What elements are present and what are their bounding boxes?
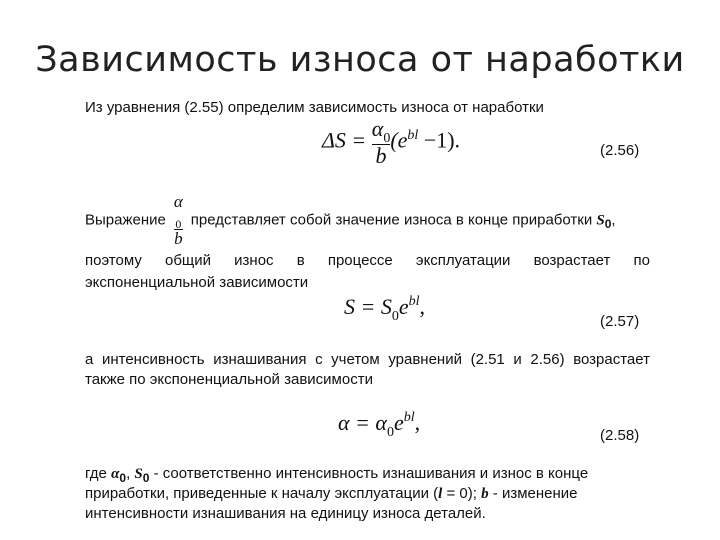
eq56-numerator: α bbox=[371, 116, 384, 141]
equation-2-57 bbox=[344, 294, 426, 324]
eq56-exponent: bl bbox=[407, 127, 419, 143]
eq58-e: e bbox=[393, 410, 404, 435]
equation-number-2-57: (2.57) bbox=[600, 313, 640, 330]
p2-comma: , bbox=[611, 211, 616, 229]
eq57-e: e bbox=[398, 294, 409, 319]
p4-sep: , bbox=[126, 465, 135, 482]
p4-line3: интенсивности изнашивания на единицу износа деталей. bbox=[85, 505, 486, 522]
p2-before: Выражение bbox=[85, 211, 166, 229]
eq57-exponent: bl bbox=[408, 294, 420, 309]
p4-alpha0-sub: 0 bbox=[119, 471, 127, 485]
eq56-numerator-sub: 0 bbox=[383, 131, 391, 146]
p4-text1: - соответственно интенсивность изнашивания и износ в конце bbox=[149, 465, 589, 482]
eq56-fraction bbox=[372, 118, 391, 167]
paragraph-expression bbox=[85, 193, 650, 294]
p4-l: l bbox=[438, 486, 443, 502]
eq58-lhs: α = α bbox=[338, 410, 387, 435]
eq56-paren-close: −1). bbox=[418, 127, 461, 153]
p2-frac-den: b bbox=[174, 229, 183, 248]
p2-line3: экспоненциальной зависимости bbox=[85, 274, 309, 291]
eq58-sub: 0 bbox=[386, 425, 394, 440]
eq56-paren-open: (e bbox=[390, 127, 408, 153]
p4-s0-sub: 0 bbox=[142, 471, 150, 485]
p2-line2: поэтому общий износ в процессе эксплуатации возрастает по bbox=[85, 252, 650, 269]
eq56-lhs: ΔS = bbox=[322, 127, 367, 153]
p2-frac-num-sub: 0 bbox=[175, 217, 182, 231]
p4-line2-a: приработки, приведенные к началу эксплуатации ( bbox=[85, 485, 439, 502]
paragraph-definitions bbox=[85, 464, 650, 524]
equation-2-58 bbox=[338, 410, 421, 440]
p3-line2: также по экспоненциальной зависимости bbox=[85, 371, 373, 388]
p2-symbol: S bbox=[596, 212, 605, 229]
p4-alpha0: α bbox=[111, 466, 120, 482]
p2-fraction bbox=[174, 193, 183, 248]
paragraph-intensity bbox=[85, 350, 650, 390]
eq58-exponent: bl bbox=[403, 410, 415, 425]
eq58-tail: , bbox=[414, 410, 421, 435]
p3-line1: а интенсивность изнашивания с учетом уравнений (2.51 и 2.56) возрастает bbox=[85, 351, 650, 368]
equation-2-56 bbox=[322, 118, 460, 167]
equation-number-2-56: (2.56) bbox=[600, 142, 640, 159]
p4-line2-c: - изменение bbox=[488, 485, 578, 502]
p2-frac-num: α bbox=[173, 192, 183, 211]
p4-where: где bbox=[85, 465, 112, 482]
p4-s0: S bbox=[134, 466, 143, 482]
slide-title: Зависимость износа от наработки bbox=[35, 40, 685, 80]
equation-number-2-58: (2.58) bbox=[600, 427, 640, 444]
eq57-tail: , bbox=[419, 294, 426, 319]
p2-symbol-sub: 0 bbox=[604, 217, 612, 232]
p4-line2-b: = 0); bbox=[442, 485, 482, 502]
paragraph-intro: Из уравнения (2.55) определим зависимость износа от наработки bbox=[85, 99, 544, 116]
eq56-denominator: b bbox=[372, 144, 391, 167]
p4-b: b bbox=[481, 486, 489, 502]
eq57-sub: 0 bbox=[391, 309, 399, 324]
p2-after: представляет собой значение износа в конце приработки bbox=[190, 211, 593, 229]
eq57-lhs: S = S bbox=[344, 294, 392, 319]
